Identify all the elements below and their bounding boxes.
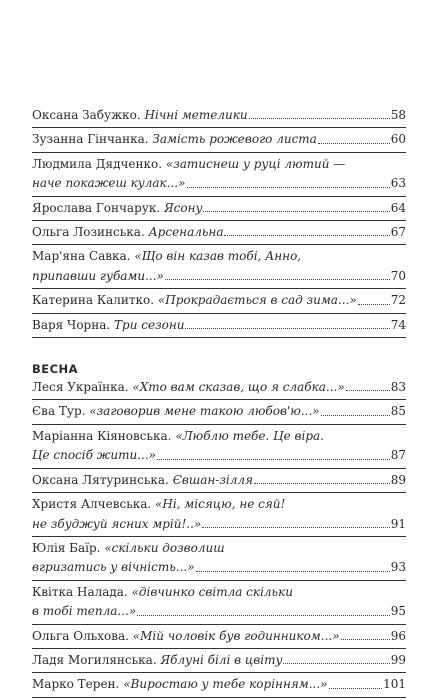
- entry-divider: [32, 152, 406, 153]
- page-number: 58: [390, 108, 406, 122]
- poem-title: «Виростаю у тебе корінням...»: [123, 677, 328, 692]
- toc-entry-text: [32, 602, 136, 621]
- poem-title: Нічні метелики: [144, 108, 248, 122]
- toc-entry-text: [32, 495, 285, 514]
- page-number: 67: [390, 225, 406, 240]
- author-name: Ярослава Гончарук.: [32, 200, 161, 215]
- toc-entry-line: [32, 651, 406, 670]
- toc-entry-text: [32, 130, 317, 149]
- toc-entry-line: [32, 402, 406, 421]
- leader-dots: [346, 389, 390, 391]
- toc-entry-text: [32, 675, 328, 694]
- toc-entry-text: [32, 199, 202, 218]
- toc-entry-line: [32, 427, 406, 446]
- entry-divider: [32, 580, 406, 581]
- toc-entry: [32, 378, 406, 397]
- toc-entry-text: [32, 316, 184, 335]
- leader-dots: [283, 662, 389, 664]
- toc-entry-line: [32, 247, 406, 266]
- poem-title: Замість рожевого листа: [152, 132, 317, 147]
- toc-entry-line: [32, 155, 406, 174]
- leader-dots: [165, 278, 390, 280]
- author-name: Юлія Баїр.: [32, 540, 101, 555]
- author-name: Маріанна Кіяновська.: [32, 428, 172, 443]
- page-number: 60: [390, 132, 406, 147]
- page-number: 70: [390, 268, 406, 283]
- toc-entry-text: [32, 247, 301, 266]
- toc-entry-line: [32, 471, 406, 490]
- toc-entry-line: [32, 199, 406, 218]
- leader-dots: [137, 614, 390, 616]
- leader-dots: [224, 234, 389, 236]
- toc-entry: [32, 495, 406, 534]
- toc-entry-line: [32, 583, 406, 602]
- author-name: Квітка Налада.: [32, 584, 128, 599]
- entry-divider: [32, 648, 406, 649]
- toc-entry: [32, 106, 406, 125]
- page-number: 87: [390, 448, 406, 463]
- entry-divider: [32, 196, 406, 197]
- toc-entry: [32, 427, 406, 466]
- page-number: 93: [390, 560, 406, 575]
- poem-title: Євшан-зілля: [172, 472, 253, 487]
- toc-entry-line: [32, 602, 406, 621]
- poem-title: «Хто вам сказав, що я слабка...»: [132, 380, 345, 395]
- toc-entry-text: [32, 402, 320, 421]
- author-name: Мар'яна Савка.: [32, 249, 131, 264]
- toc-entry-line: [32, 558, 406, 577]
- author-name: Марко Терен.: [32, 677, 120, 692]
- toc-entry-text: [32, 446, 156, 465]
- toc-entry: [32, 199, 406, 218]
- poem-title: Це спосіб жити...»: [32, 448, 157, 463]
- toc-entry: [32, 291, 406, 310]
- toc-entry-text: [32, 558, 195, 577]
- poem-title: не збуджуй ясних мрій!..»: [32, 516, 202, 531]
- page-number: 63: [390, 176, 406, 191]
- toc-entry: [32, 223, 406, 242]
- toc-entry-line: [32, 495, 406, 514]
- table-of-contents: [32, 106, 406, 700]
- toc-entry: [32, 539, 406, 578]
- leader-dots: [202, 526, 389, 528]
- poem-title: в тобі тепла...»: [32, 604, 137, 619]
- leader-dots: [157, 458, 390, 460]
- toc-entry-line: [32, 675, 406, 694]
- author-name: Катерина Калитко.: [32, 293, 155, 308]
- entry-divider: [32, 288, 406, 289]
- leader-dots: [196, 570, 390, 572]
- author-name: Оксана Забужко.: [32, 108, 141, 122]
- page-number: 85: [390, 404, 406, 419]
- toc-entry-text: [32, 155, 345, 174]
- page-number: 83: [390, 380, 406, 395]
- page-number: 99: [390, 652, 406, 667]
- entry-divider: [32, 424, 406, 425]
- entry-divider: [32, 697, 406, 698]
- poem-title: «Люблю тебе. Це віра.: [175, 428, 324, 443]
- author-name: Ладя Могилянська.: [32, 652, 157, 667]
- toc-entry: [32, 130, 406, 149]
- page-number: 91: [390, 516, 406, 531]
- poem-title: «Прокрадається в сад зима...»: [157, 293, 357, 308]
- entry-divider: [32, 624, 406, 625]
- toc-entry-text: [32, 427, 324, 446]
- toc-entry-line: [32, 174, 406, 193]
- leader-dots: [187, 186, 390, 188]
- toc-entry-line: [32, 223, 406, 242]
- poem-title: наче покажеш кулак...»: [32, 176, 186, 191]
- toc-entry-text: [32, 106, 248, 125]
- toc-entry-text: [32, 471, 253, 490]
- toc-entry-text: [32, 267, 164, 286]
- toc-entry-text: [32, 539, 225, 558]
- author-name: Ольга Ольхова.: [32, 628, 129, 643]
- toc-entry-text: [32, 174, 186, 193]
- page-number: 96: [390, 628, 406, 643]
- author-name: Христя Алчевська.: [32, 497, 152, 512]
- toc-entry-text: [32, 291, 357, 310]
- page-number: 101: [383, 677, 406, 692]
- entry-divider: [32, 313, 406, 314]
- poem-title: «затиснеш у руці лютий —: [165, 156, 346, 171]
- entry-divider: [32, 337, 406, 338]
- toc-entry-text: [32, 378, 345, 397]
- poem-title: Яблуні білі в цвіту: [160, 652, 283, 667]
- toc-entry-line: [32, 627, 406, 646]
- author-name: Людмила Дядченко.: [32, 156, 163, 171]
- toc-entry: [32, 471, 406, 490]
- toc-entry: [32, 316, 406, 335]
- author-name: Зузанна Гінчанка.: [32, 132, 149, 147]
- author-name: Варя Чорна.: [32, 317, 111, 332]
- toc-entry: [32, 155, 406, 194]
- leader-dots: [203, 210, 389, 212]
- poem-title: «Що він казав тобі, Анно,: [134, 249, 302, 264]
- poem-title: «дівчинко світла скільки: [131, 584, 293, 599]
- toc-entry-text: [32, 223, 223, 242]
- toc-entry-line: [32, 267, 406, 286]
- toc-entry: [32, 247, 406, 286]
- toc-entry: [32, 627, 406, 646]
- poem-title: «Ні, місяцю, не сяй!: [155, 497, 286, 512]
- poem-title: вгризатись у вічність...»: [32, 560, 195, 575]
- entry-divider: [32, 127, 406, 128]
- poem-title: Арсенальна: [148, 225, 224, 240]
- poem-title: «заговорив мене такою любов'ю...»: [89, 404, 320, 419]
- poem-title: припавши губами...»: [32, 268, 164, 283]
- leader-dots: [254, 482, 390, 484]
- poem-title: «скільки дозволиш: [104, 540, 225, 555]
- section-heading: ВЕСНА: [32, 362, 79, 377]
- author-name: Єва Тур.: [32, 404, 86, 419]
- entry-divider: [32, 536, 406, 537]
- toc-entry-text: [32, 515, 201, 534]
- toc-entry: [32, 651, 406, 670]
- toc-entry-line: [32, 378, 406, 397]
- toc-entry-text: [32, 627, 340, 646]
- leader-dots: [318, 142, 390, 144]
- entry-divider: [32, 492, 406, 493]
- toc-entry: [32, 675, 406, 694]
- toc-entry-text: [32, 583, 293, 602]
- leader-dots: [249, 117, 390, 119]
- toc-entry-line: [32, 291, 406, 310]
- entry-divider: [32, 399, 406, 400]
- leader-dots: [185, 327, 389, 329]
- toc-entry-line: [32, 515, 406, 534]
- toc-entry-line: [32, 446, 406, 465]
- toc-entry-text: [32, 651, 282, 670]
- page-number: 72: [390, 293, 406, 308]
- leader-dots: [341, 638, 390, 640]
- entry-divider: [32, 672, 406, 673]
- toc-entry: [32, 583, 406, 622]
- toc-entry-line: [32, 130, 406, 149]
- author-name: Леся Українка.: [32, 380, 129, 395]
- page-number: 74: [390, 317, 406, 332]
- poem-title: «Мій чоловік був годинником...»: [132, 628, 340, 643]
- entry-divider: [32, 220, 406, 221]
- toc-entry-line: [32, 106, 406, 125]
- toc-entry-line: [32, 316, 406, 335]
- leader-dots: [329, 687, 383, 689]
- page-number: 64: [390, 200, 406, 215]
- author-name: Оксана Лятуринська.: [32, 472, 169, 487]
- author-name: Ольга Лозинська.: [32, 225, 145, 240]
- toc-entry-line: [32, 539, 406, 558]
- poem-title: Ясону: [163, 200, 203, 215]
- leader-dots: [321, 414, 390, 416]
- leader-dots: [358, 303, 390, 305]
- entry-divider: [32, 468, 406, 469]
- page-number: 89: [390, 472, 406, 487]
- page-number: 95: [390, 604, 406, 619]
- entry-divider: [32, 244, 406, 245]
- toc-entry: [32, 402, 406, 421]
- poem-title: Три сезони: [114, 317, 185, 332]
